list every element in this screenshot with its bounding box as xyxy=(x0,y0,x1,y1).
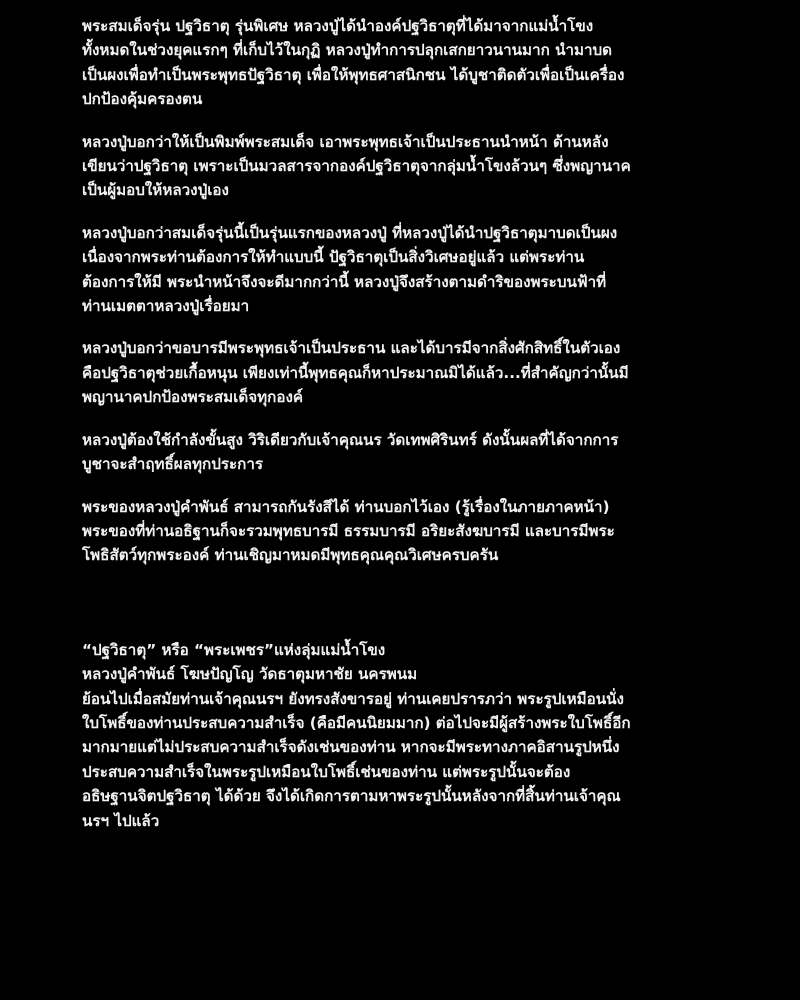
paragraph-5 xyxy=(82,428,762,477)
text-line: บูชาจะสำฤทธิ์ผลทุกประการ xyxy=(82,455,264,474)
text-line: หลวงปู่บอกว่าให้เป็นพิมพ์พระสมเด็จ เอาพระพุทธเจ้าเป็นประธานนำหน้า ด้านหลัง xyxy=(82,132,609,151)
section-title: “ปฐวิธาตุ” หรือ “พระเพชร”แห่งลุ่มแม่น้ำโขง xyxy=(82,640,386,659)
section-subtitle: หลวงปู่คำพันธ์ โฆษปัญโญ วัดธาตุมหาชัย นครพนม xyxy=(82,665,418,684)
article-body xyxy=(82,14,762,833)
text-line: นรฯ ไปแล้ว xyxy=(82,811,160,830)
text-line: ใบโพธิ์ของท่านประสบความสำเร็จ (คือมีคนนิยมมาก) ต่อไปจะมีผู้สร้างพระใบโพธิ์อีก xyxy=(82,713,631,732)
text-line: ท่านเมตตาหลวงปู่เรื่อยมา xyxy=(82,297,250,316)
text-line: พระของที่ท่านอธิฐานก็จะรวมพุทธบารมี ธรรมบารมี อริยะสังฆบารมี และบารมีพระ xyxy=(82,521,615,540)
text-line: เป็นผงเพื่อทำเป็นพระพุทธปัฐวิธาตุ เพื่อให้พุทธศาสนิกชน ได้บูชาติดตัวเพื่อเป็นเครื่อง xyxy=(82,65,625,84)
text-line: โพธิสัตว์ทุกพระองค์ ท่านเชิญมาหมดมีพุทธคุณคุณวิเศษครบครัน xyxy=(82,546,499,565)
history-section xyxy=(82,638,762,833)
text-line: เป็นผู้มอบให้หลวงปู่เอง xyxy=(82,181,229,200)
text-line: พระของหลวงปู่คำพันธ์ สามารถกันรังสีได้ ท่านบอกไว้เอง (รู้เรื่องในภายภาคหน้า) xyxy=(82,497,610,516)
paragraph-3 xyxy=(82,221,762,319)
text-line: เขียนว่าปฐวิธาตุ เพราะเป็นมวลสารจากองค์ปฐวิธาตุจากลุ่มน้ำโขงล้วนๆ ซึ่งพญานาค xyxy=(82,157,631,176)
text-line: หลวงปู่ต้องใช้กำลังขั้นสูง วิริเดียวกับเจ้าคุณนร วัดเทพศิรินทร์ ดังนั้นผลที่ได้จากการ xyxy=(82,430,619,449)
text-line: คือปฐวิธาตุช่วยเกื้อหนุน เพียงเท่านี้พุทธคุณก็หาประมาณมิได้แล้ว...ที่สำคัญกว่านั้นมี xyxy=(82,363,629,382)
text-line: ย้อนไปเมื่อสมัยท่านเจ้าคุณนรฯ ยังทรงสังขารอยู่ ท่านเคยปรารภว่า พระรูปเหมือนนั่ง xyxy=(82,689,624,708)
text-line: ปกป้องคุ้มครองตน xyxy=(82,90,203,109)
text-line: หลวงปู่บอกว่าสมเด็จรุ่นนี้เป็นรุ่นแรกของหลวงปู่ ที่หลวงปู่ได้นำปฐวิธาตุมาบดเป็นผง xyxy=(82,223,618,242)
paragraph-6 xyxy=(82,495,762,568)
text-line: เนื่องจากพระท่านต้องการให้ทำแบบนี้ ปัฐวิธาตุเป็นสิ่งวิเศษอยู่แล้ว แต่พระท่าน xyxy=(82,248,585,267)
paragraph-1 xyxy=(82,14,762,112)
paragraph-4 xyxy=(82,336,762,409)
text-line: พระสมเด็จรุ่น ปฐวิธาตุ รุ่นพิเศษ หลวงปู่ได้นำองค์ปฐวิธาตุที่ได้มาจากแม่น้ำโขง xyxy=(82,17,594,35)
section-spacer xyxy=(82,586,762,638)
text-line: อธิษฐานจิตปฐวิธาตุ ได้ด้วย จึงได้เกิดการตามหาพระรูปนั้นหลังจากที่สิ้นท่านเจ้าคุณ xyxy=(82,787,621,806)
paragraph-2 xyxy=(82,130,762,203)
text-line: ต้องการให้มี พระนำหน้าจึงจะดีมากกว่านี้ หลวงปู่จึงสร้างตามดำริของพระบนฟ้าที่ xyxy=(82,272,607,291)
text-line: มากมายแต่ไม่ประสบความสำเร็จดังเช่นของท่าน หากจะมีพระทางภาคอิสานรูปหนึ่ง xyxy=(82,738,620,757)
text-line: หลวงปู่บอกว่าขอบารมีพระพุทธเจ้าเป็นประธาน และได้บารมีจากสิ่งศักสิทธิ์ในตัวเอง xyxy=(82,339,621,358)
text-line: พญานาคปกป้องพระสมเด็จทุกองค์ xyxy=(82,388,304,407)
text-line: ทั้งหมดในช่วงยุคแรกๆ ที่เก็บไว้ในกุฏิ หลวงปู่ทำการปลุกเสกยาวนานมาก นำมาบด xyxy=(82,41,613,60)
text-line: ประสบความสำเร็จในพระรูปเหมือนใบโพธิ์เช่นของท่าน แต่พระรูปนั้นจะต้อง xyxy=(82,762,571,781)
